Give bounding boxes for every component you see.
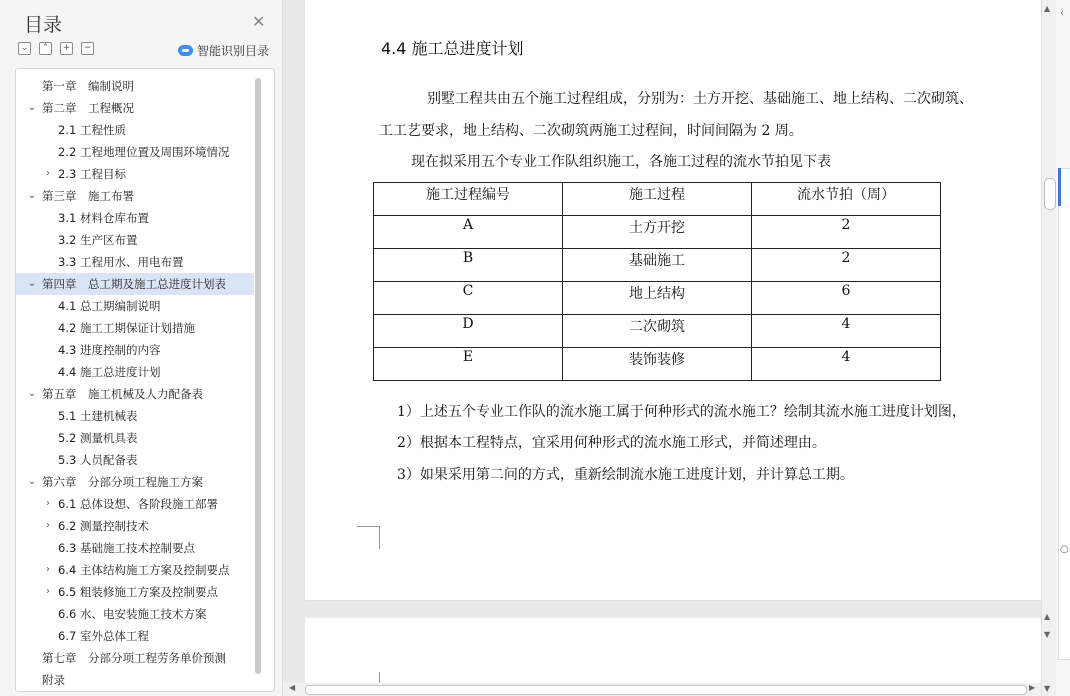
scroll-down-icon[interactable]: ▼ bbox=[1044, 684, 1051, 693]
side-card[interactable] bbox=[1058, 168, 1070, 660]
toc-item-label: 5.3 人员配备表 bbox=[58, 453, 138, 467]
remove-icon[interactable]: − bbox=[81, 42, 94, 55]
toc-item-label: 第二章 工程概况 bbox=[42, 101, 134, 115]
toc-item[interactable] bbox=[16, 559, 254, 581]
toc-item-label: 3.2 生产区布置 bbox=[58, 233, 138, 247]
table-cell: 6 bbox=[752, 282, 941, 315]
table-cell: E bbox=[374, 348, 563, 381]
toc-item[interactable] bbox=[16, 163, 254, 185]
chevron-down-icon[interactable]: ⌄ bbox=[27, 102, 37, 113]
toc-item-label: 3.1 材料仓库布置 bbox=[58, 211, 149, 225]
panel-glyph-icon: ‹ bbox=[1060, 8, 1064, 19]
scroll-thumb[interactable] bbox=[1044, 178, 1056, 210]
right-side-panel bbox=[1056, 0, 1070, 696]
scroll-up-icon[interactable]: ▲ bbox=[1044, 4, 1051, 13]
chevron-down-icon[interactable]: ⌄ bbox=[27, 190, 37, 201]
toc-item[interactable] bbox=[16, 471, 254, 493]
toc-item-label: 5.2 测量机具表 bbox=[58, 431, 138, 445]
smart-toc-label: 智能识别目录 bbox=[197, 44, 270, 58]
paragraph-line: 工工艺要求，地上结构、二次砌筑两施工过程间，时间间隔为 2 周。 bbox=[379, 123, 803, 139]
page-corner-mark bbox=[357, 526, 380, 549]
chevron-right-icon[interactable]: › bbox=[46, 520, 50, 531]
toc-item-label: 6.6 水、电安装施工技术方案 bbox=[58, 607, 207, 621]
scroll-left-icon[interactable]: ◀ bbox=[289, 683, 296, 692]
toc-item[interactable] bbox=[16, 141, 254, 163]
chevron-down-icon[interactable]: ⌄ bbox=[27, 476, 37, 487]
toc-item[interactable] bbox=[16, 493, 254, 515]
collapse-all-icon[interactable]: ⌃ bbox=[39, 42, 52, 55]
horizontal-scrollbar[interactable] bbox=[283, 683, 1041, 696]
toc-item[interactable] bbox=[16, 625, 254, 647]
toc-item-label: 6.7 室外总体工程 bbox=[58, 629, 149, 643]
column-header: 施工过程 bbox=[563, 183, 752, 216]
active-marker bbox=[1058, 168, 1061, 206]
toc-item-label: 6.1 总体设想、各阶段施工部署 bbox=[58, 497, 218, 511]
question-line: 1）上述五个专业工作队的流水施工属于何种形式的流水施工？绘制其流水施工进度计划图， bbox=[397, 404, 966, 420]
toc-item-label: 第七章 分部分项工程劳务单价预测 bbox=[42, 651, 226, 665]
toc-item[interactable] bbox=[16, 339, 254, 361]
toc-item[interactable] bbox=[16, 273, 254, 295]
toc-item-label: 6.4 主体结构施工方案及控制要点 bbox=[58, 563, 230, 577]
paragraph-line: 现在拟采用五个专业工作队组织施工，各施工过程的流水节拍见下表 bbox=[411, 154, 831, 170]
table-row bbox=[374, 282, 941, 315]
vertical-scrollbar[interactable] bbox=[1041, 0, 1057, 696]
toc-item-label: 4.4 施工总进度计划 bbox=[58, 365, 161, 379]
toc-item-label: 附录 bbox=[42, 673, 65, 687]
table-cell: 2 bbox=[752, 216, 941, 249]
chevron-down-icon[interactable]: ⌄ bbox=[27, 388, 37, 399]
radio-icon[interactable]: ○ bbox=[1060, 544, 1069, 555]
section-heading: 4.4 施工总进度计划 bbox=[381, 39, 524, 58]
close-icon[interactable]: ✕ bbox=[252, 12, 266, 31]
toc-item[interactable] bbox=[16, 603, 254, 625]
toc-item[interactable] bbox=[16, 405, 254, 427]
toc-item[interactable] bbox=[16, 251, 254, 273]
toc-item[interactable] bbox=[16, 537, 254, 559]
toc-item[interactable] bbox=[16, 75, 254, 97]
toc-item-label: 5.1 土建机械表 bbox=[58, 409, 138, 423]
table-cell: 基础施工 bbox=[563, 249, 752, 282]
toc-item-label: 6.3 基础施工技术控制要点 bbox=[58, 541, 195, 555]
smart-toc-button[interactable] bbox=[178, 42, 269, 59]
toc-item[interactable] bbox=[16, 383, 254, 405]
toc-item[interactable] bbox=[16, 119, 254, 141]
toc-item[interactable] bbox=[16, 427, 254, 449]
toc-item[interactable] bbox=[16, 669, 254, 691]
toc-toolbar bbox=[18, 42, 94, 55]
ai-recognize-icon bbox=[178, 45, 193, 56]
toc-item-label: 4.2 施工工期保证计划措施 bbox=[58, 321, 195, 335]
scroll-thumb[interactable] bbox=[305, 685, 1027, 695]
toc-item-label: 第四章 总工期及施工总进度计划表 bbox=[42, 277, 226, 291]
toc-item[interactable] bbox=[16, 97, 254, 119]
table-cell: 装饰装修 bbox=[563, 348, 752, 381]
toc-list bbox=[15, 68, 275, 692]
scroll-down-icon[interactable]: ▼ bbox=[1044, 630, 1051, 639]
scroll-up-icon[interactable]: ▲ bbox=[1044, 612, 1051, 621]
document-canvas bbox=[283, 0, 1041, 696]
chevron-down-icon[interactable]: ⌄ bbox=[27, 278, 37, 289]
table-row bbox=[374, 348, 941, 381]
toc-item[interactable] bbox=[16, 647, 254, 669]
toc-item[interactable] bbox=[16, 581, 254, 603]
toc-item-label: 3.3 工程用水、用电布置 bbox=[58, 255, 184, 269]
toc-item[interactable] bbox=[16, 449, 254, 471]
toc-item[interactable] bbox=[16, 295, 254, 317]
table-cell: 4 bbox=[752, 348, 941, 381]
chevron-right-icon[interactable]: › bbox=[46, 586, 50, 597]
paragraph-line: 别墅工程共由五个施工过程组成，分别为：土方开挖、基础施工、地上结构、二次砌筑、 bbox=[427, 91, 973, 107]
table-cell: D bbox=[374, 315, 563, 348]
toc-item-label: 2.3 工程目标 bbox=[58, 167, 126, 181]
column-header: 流水节拍（周） bbox=[752, 183, 941, 216]
table-cell: B bbox=[374, 249, 563, 282]
toc-item[interactable] bbox=[16, 229, 254, 251]
column-header: 施工过程编号 bbox=[374, 183, 563, 216]
toc-item-label: 2.1 工程性质 bbox=[58, 123, 126, 137]
toc-scrollbar[interactable] bbox=[255, 78, 261, 674]
toc-item[interactable] bbox=[16, 317, 254, 339]
toc-item-label: 第六章 分部分项工程施工方案 bbox=[42, 475, 203, 489]
table-cell: 4 bbox=[752, 315, 941, 348]
table-cell: 二次砌筑 bbox=[563, 315, 752, 348]
toc-item-label: 4.1 总工期编制说明 bbox=[58, 299, 161, 313]
toc-item-label: 第三章 施工布署 bbox=[42, 189, 134, 203]
chevron-right-icon[interactable]: › bbox=[46, 168, 50, 179]
toc-item[interactable] bbox=[16, 207, 254, 229]
toc-item-label: 第一章 编制说明 bbox=[42, 79, 134, 93]
toc-item-label: 4.3 进度控制的内容 bbox=[58, 343, 161, 357]
chevron-right-icon[interactable]: › bbox=[46, 498, 50, 509]
table-cell: 地上结构 bbox=[563, 282, 752, 315]
table-cell: 2 bbox=[752, 249, 941, 282]
table-cell: A bbox=[374, 216, 563, 249]
document-page bbox=[305, 0, 1041, 600]
table-cell: C bbox=[374, 282, 563, 315]
toc-item[interactable] bbox=[16, 515, 254, 537]
toc-item-label: 2.2 工程地理位置及周围环境情况 bbox=[58, 145, 230, 159]
toc-panel bbox=[0, 0, 283, 696]
toc-item[interactable] bbox=[16, 185, 254, 207]
toc-item-label: 第五章 施工机械及人力配备表 bbox=[42, 387, 203, 401]
question-line: 3）如果采用第二问的方式，重新绘制流水施工进度计划，并计算总工期。 bbox=[397, 467, 854, 483]
flow-table bbox=[373, 182, 941, 381]
add-icon[interactable]: + bbox=[60, 42, 73, 55]
toc-title: 目录 bbox=[24, 14, 63, 36]
table-cell: 土方开挖 bbox=[563, 216, 752, 249]
table-row bbox=[374, 216, 941, 249]
table-header-row bbox=[374, 183, 941, 216]
chevron-right-icon[interactable]: › bbox=[46, 564, 50, 575]
table-row bbox=[374, 249, 941, 282]
scroll-right-icon[interactable]: ▶ bbox=[1029, 683, 1036, 692]
toc-item-label: 6.2 测量控制技术 bbox=[58, 519, 149, 533]
question-line: 2）根据本工程特点，宜采用何种形式的流水施工形式，并简述理由。 bbox=[397, 435, 826, 451]
toc-item[interactable] bbox=[16, 361, 254, 383]
table-row bbox=[374, 315, 941, 348]
expand-all-icon[interactable]: ⌄ bbox=[18, 42, 31, 55]
toc-item-label: 6.5 粗装修施工方案及控制要点 bbox=[58, 585, 218, 599]
